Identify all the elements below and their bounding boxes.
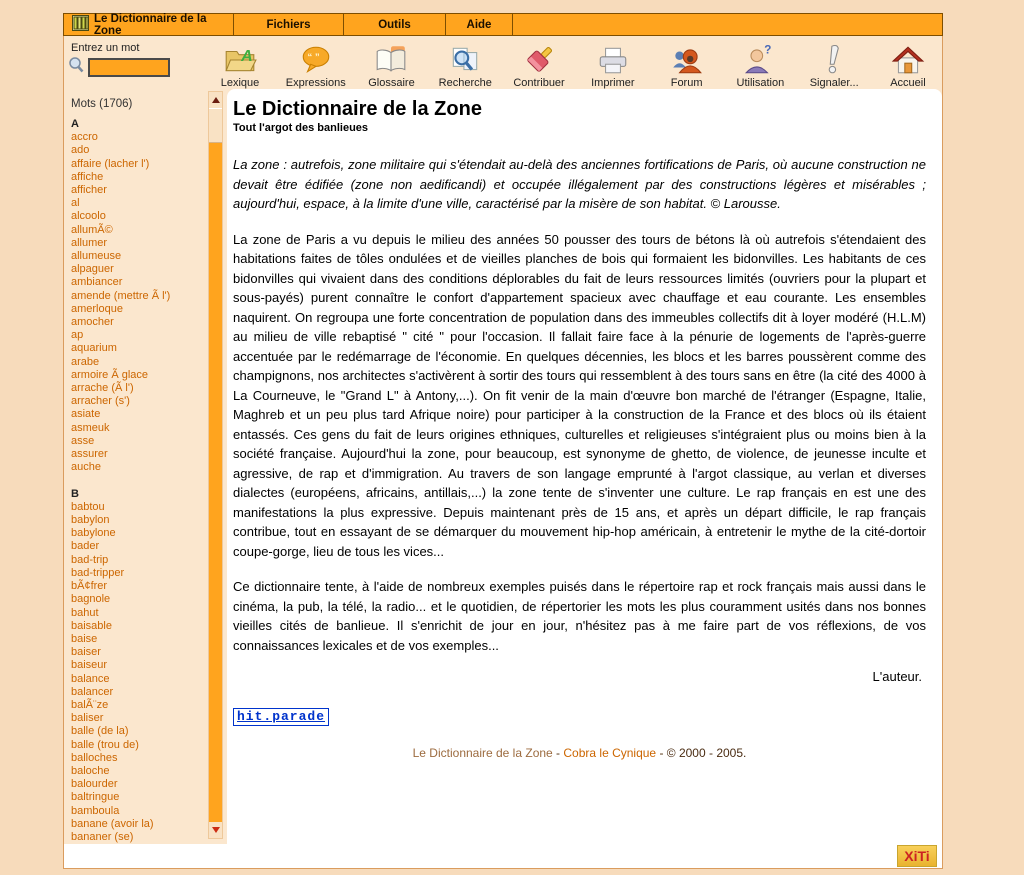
body-paragraph: La zone de Paris a vu depuis le milieu des années 50 pousser des tours de bétons là où autrefois s'étendaient des habitations faites de tôles ondulées et de vieilles planches de bois qui formaient les bidonvilles. Les habitants de ces bidonvilles qui vivaient dans des conditions déplorables du fait de leurs ressources limités (ouvriers pour la plupart et sous-payés) purent connaître le confort d'appartement spacieux avec chauffage et eau courante. Les ensembles naquirent. On regroupa une forte concentration de population dans des immeubles collectifs dit à loyer modéré (H.L.M) au milieu de ville rebaptisé " cité " pour l'occasion. Il fallait faire face à la pénurie de logements de l'après-guerre accentuée par le redémarrage de l'économie. En quelques décennies, les blocs et les barres poussèrent comme des champignons, nos architectes s'activèrent à sortir des tours qui ressemblent à des tours sans en être (la cité des 4000 à La Courneuve, le "Grand L" à Antony,...). On fit venir de la main d'œuvre bon marché de l'étranger (Espagne, Italie, Maghreb et un peu plus tard Afrique noire) pour participer à la construction de la France et des blocs où ils étaient entassés. Ces gens du fait de leurs origines ethniques, culturelles et religieuses s'intégraient plus ou moins bien à la société française. Aujourd'hui la zone, pour beaucoup, est synonyme de ghetto, de violence, de jeunesse inculte et agressive, de rap et d'immigration. Au travers de son langage emprunté à l'argot classique, au verlan et diverses dialectes (européens, africains, antillais,...) la zone tente de s'inventer une culture. Le rap français en est une des manifestations la plus expressive. Depuis maintenant près de 15 ans, et après un départ difficile, le rap français contribue, tout en essayant de se démarquer du mouvement hip-hop américain, à entretenir le mythe de la cité-dortoir coupe-gorge, lieu de tous les vices... — [233, 231, 926, 559]
word-link[interactable]: baiseur — [71, 659, 108, 672]
svg-text:?: ? — [764, 43, 772, 57]
word-link[interactable]: balle (trou de) — [71, 738, 139, 751]
word-link[interactable]: asmeuk — [71, 421, 110, 434]
menu-bar — [63, 13, 943, 36]
search-input[interactable] — [88, 58, 170, 77]
body-paragraph: Ce dictionnaire tente, à l'aide de nombreux exemples puisés dans le répertoire rap et rock français mais aussi dans le cinéma, la pub, la télé, la radio... et le quotidien, de répertorier les mots les plus couramment usités dans nos bonnes vieilles cités de banlieue. Il s'enrichit de jour en jour, n'hésitez pas à me faire part de vos réflexions, de vos connaissances lexicales et de vos exemples... — [233, 579, 926, 653]
main-content — [227, 89, 942, 845]
toolbar-label: Accueil — [890, 77, 926, 89]
word-link[interactable]: affaire (lacher l') — [71, 157, 150, 170]
word-link[interactable]: asiate — [71, 408, 101, 421]
word-list — [71, 118, 207, 859]
word-link[interactable]: amende (mettre Ã l') — [71, 289, 171, 302]
toolbar-button-accueil[interactable] — [880, 43, 936, 89]
word-link[interactable]: banane (avoir la) — [71, 817, 154, 830]
toolbar-label: Signaler... — [809, 77, 859, 89]
word-count-label: Mots (1706) — [71, 98, 133, 110]
svg-text:A: A — [241, 48, 253, 66]
menu-item-label: Aide — [466, 18, 492, 31]
word-link[interactable]: auche — [71, 461, 101, 474]
imprimer-printer-icon — [596, 43, 630, 77]
page-subtitle: Tout l'argot des banlieues — [233, 122, 369, 134]
word-link[interactable]: allumer — [71, 236, 108, 249]
word-link[interactable]: ado — [71, 144, 90, 157]
word-link[interactable]: balÃ¨ze — [71, 698, 109, 711]
word-link[interactable]: amerloque — [71, 302, 123, 315]
word-link[interactable]: assurer — [71, 448, 108, 461]
word-link[interactable]: ambiancer — [71, 276, 123, 289]
word-link[interactable]: al — [71, 197, 80, 210]
footer-copyright: © 2000 - 2005. — [666, 746, 747, 760]
word-link[interactable]: balance — [71, 672, 110, 685]
svg-text:“ ”: “ ” — [307, 52, 320, 63]
section-letter: B — [71, 487, 79, 500]
word-link[interactable]: babtou — [71, 500, 105, 513]
word-link[interactable]: baliser — [71, 712, 104, 725]
books-icon — [72, 15, 89, 34]
toolbar-button-recherche[interactable] — [437, 43, 493, 89]
search-label: Entrez un mot — [71, 42, 140, 54]
wordlist-scrollbar[interactable] — [208, 91, 223, 839]
word-link[interactable]: aquarium — [71, 342, 117, 355]
word-link[interactable]: allumeuse — [71, 250, 122, 263]
toolbar-button-glossaire[interactable] — [363, 43, 419, 89]
word-link[interactable]: bananer (se) — [71, 830, 134, 843]
utilisation-person-icon — [743, 43, 777, 77]
menu-bar-filler — [513, 14, 942, 35]
definition-paragraph: La zone : autrefois, zone militaire qui s'étendait au-delà des anciennes fortifications de Paris, où aucune construction ne devait être édifiée (zone non aedificandi) et occupée illégalement par des constructions légères et misérables ; aujourd'hui, espace, à la limite d'une ville, caractérisé par la misère de son habitat. © Larousse. — [233, 157, 926, 211]
menu-item-label: Fichiers — [266, 18, 311, 31]
toolbar-label: Lexique — [220, 77, 260, 89]
word-section-b — [71, 488, 207, 858]
word-link[interactable]: armoire Ã glace — [71, 368, 149, 381]
toolbar-button-imprimer[interactable] — [585, 43, 641, 89]
word-link[interactable]: baise — [71, 632, 98, 645]
word-link[interactable]: babylone — [71, 527, 116, 540]
scroll-down-button[interactable] — [209, 822, 222, 838]
toolbar-button-expressions[interactable] — [286, 43, 346, 89]
scrollbar-track[interactable] — [209, 143, 222, 822]
search-magnifier-icon — [68, 56, 85, 79]
chevron-up-icon — [212, 97, 220, 103]
word-link[interactable]: amocher — [71, 316, 114, 329]
lexique-folder-icon — [223, 43, 257, 77]
toolbar-button-utilisation[interactable] — [732, 43, 788, 89]
menu-item-label: Le Dictionnaire de la Zone — [94, 12, 207, 37]
footer-site-name: Le Dictionnaire de la Zone — [412, 746, 553, 760]
glossaire-book-icon — [374, 43, 408, 77]
page-title: Le Dictionnaire de la Zone — [233, 98, 482, 120]
toolbar-label: Contribuer — [513, 77, 565, 89]
hit-parade-link[interactable]: hit.parade — [233, 708, 329, 726]
recherche-magnifier-icon — [448, 43, 482, 77]
menu-item-label: Outils — [378, 18, 411, 31]
word-link[interactable]: afficher — [71, 184, 107, 197]
word-link[interactable]: affiche — [71, 170, 104, 183]
xiti-badge[interactable]: XiTi — [897, 845, 937, 867]
word-link[interactable]: bÃ¢frer — [71, 580, 108, 593]
chevron-down-icon — [212, 827, 220, 833]
bottom-bar — [64, 844, 942, 868]
word-link[interactable]: baloche — [71, 764, 110, 777]
word-link[interactable]: bad-tripper — [71, 566, 125, 579]
signaler-exclamation-icon — [817, 43, 851, 77]
forum-people-icon — [670, 43, 704, 77]
word-link[interactable]: alcoolo — [71, 210, 106, 223]
menu-item-dictionnaire[interactable] — [64, 14, 234, 35]
word-link[interactable]: balle (de la) — [71, 725, 129, 738]
menu-item-aide[interactable] — [446, 14, 513, 35]
word-link[interactable]: baisable — [71, 619, 112, 632]
footer-credit: Le Dictionnaire de la Zone - Cobra le Cynique - © 2000 - 2005. — [412, 746, 747, 760]
search-row — [68, 56, 170, 79]
toolbar-label: Glossaire — [368, 77, 415, 89]
word-link[interactable]: babylon — [71, 514, 110, 527]
word-link[interactable]: baiser — [71, 646, 101, 659]
word-link[interactable]: baltringue — [71, 791, 120, 804]
word-link[interactable]: accro — [71, 131, 98, 144]
word-link[interactable]: bamboula — [71, 804, 120, 817]
toolbar-button-lexique[interactable] — [212, 43, 268, 89]
word-link[interactable]: ap — [71, 329, 84, 342]
expressions-bubble-icon — [299, 43, 333, 77]
toolbar — [204, 37, 944, 89]
menu-item-outils[interactable] — [344, 14, 446, 35]
word-link[interactable]: asse — [71, 434, 95, 447]
toolbar-label: Imprimer — [591, 77, 635, 89]
word-link[interactable]: arabe — [71, 355, 100, 368]
toolbar-button-signaler[interactable] — [806, 43, 862, 89]
word-link[interactable]: balancer — [71, 685, 114, 698]
word-section-a — [71, 118, 207, 474]
accueil-home-icon — [891, 43, 925, 77]
toolbar-label: Forum — [670, 77, 703, 89]
scrollbar-thumb[interactable] — [209, 108, 222, 143]
toolbar-label: Utilisation — [736, 77, 785, 89]
word-link[interactable]: bagnole — [71, 593, 111, 606]
word-link[interactable]: allumÃ© — [71, 223, 113, 236]
word-link[interactable]: alpaguer — [71, 263, 114, 276]
author-signature: L'auteur. — [872, 669, 922, 684]
app-window — [63, 13, 943, 869]
contribuer-brush-icon — [522, 43, 556, 77]
toolbar-label: Recherche — [438, 77, 492, 89]
menu-item-fichiers[interactable] — [234, 14, 344, 35]
word-link[interactable]: arrache (Ã l') — [71, 382, 134, 395]
word-link[interactable]: bader — [71, 540, 100, 553]
word-link[interactable]: bahut — [71, 606, 99, 619]
toolbar-button-contribuer[interactable] — [511, 43, 567, 89]
word-link[interactable]: arracher (s') — [71, 395, 130, 408]
word-link[interactable]: balourder — [71, 778, 118, 791]
toolbar-label: Expressions — [285, 77, 346, 89]
scroll-up-button[interactable] — [209, 92, 222, 108]
footer-author-name: Cobra le Cynique — [563, 746, 657, 760]
toolbar-button-forum[interactable] — [659, 43, 715, 89]
word-link[interactable]: bad-trip — [71, 553, 109, 566]
word-link[interactable]: balloches — [71, 751, 118, 764]
section-letter: A — [71, 118, 79, 130]
